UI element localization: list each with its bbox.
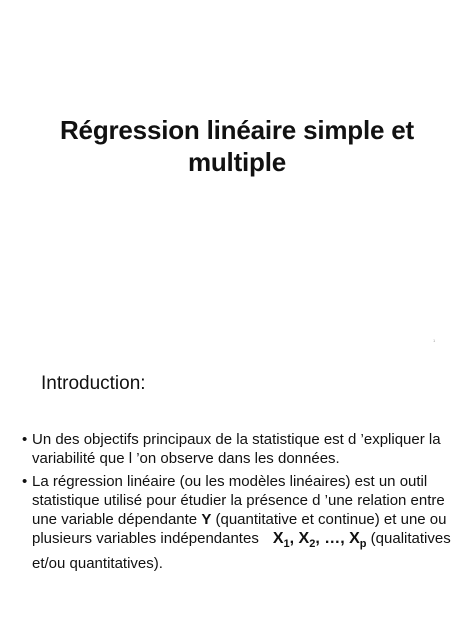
- bullet-list: [0, 430, 474, 577]
- bullet-text: Un des objectifs principaux de la statistique est d ’expliquer la variabilité que l ’on observe dans les données.: [32, 431, 441, 467]
- bullet-text: (quantitative et continue) et une ou plusieurs variables indépendantes: [32, 511, 447, 547]
- slide-title: [0, 114, 474, 178]
- independent-variables: $X_1$, $X_2$, …, $X_p$: [272, 530, 367, 551]
- bullet-icon: •: [22, 473, 28, 490]
- bullet-icon: •: [22, 431, 28, 448]
- title-line-1: Régression linéaire simple et: [59, 115, 414, 145]
- section-heading: Introduction:: [41, 373, 146, 394]
- introduction-slide: [0, 360, 474, 632]
- dependent-variable: Y: [201, 511, 212, 528]
- bullet-item: [0, 472, 474, 573]
- page-number: 1: [433, 338, 436, 343]
- bullet-item: [0, 430, 474, 468]
- bullet-text: (qualitatives et/ou quantitatives).: [32, 530, 451, 573]
- bullet-text: La régression linéaire (ou les modèles linéaires) est un outil statistique utilisé pour étudier la présence d ’une relation entre une variable dépendante: [32, 473, 445, 528]
- title-line-2: multiple: [187, 147, 287, 177]
